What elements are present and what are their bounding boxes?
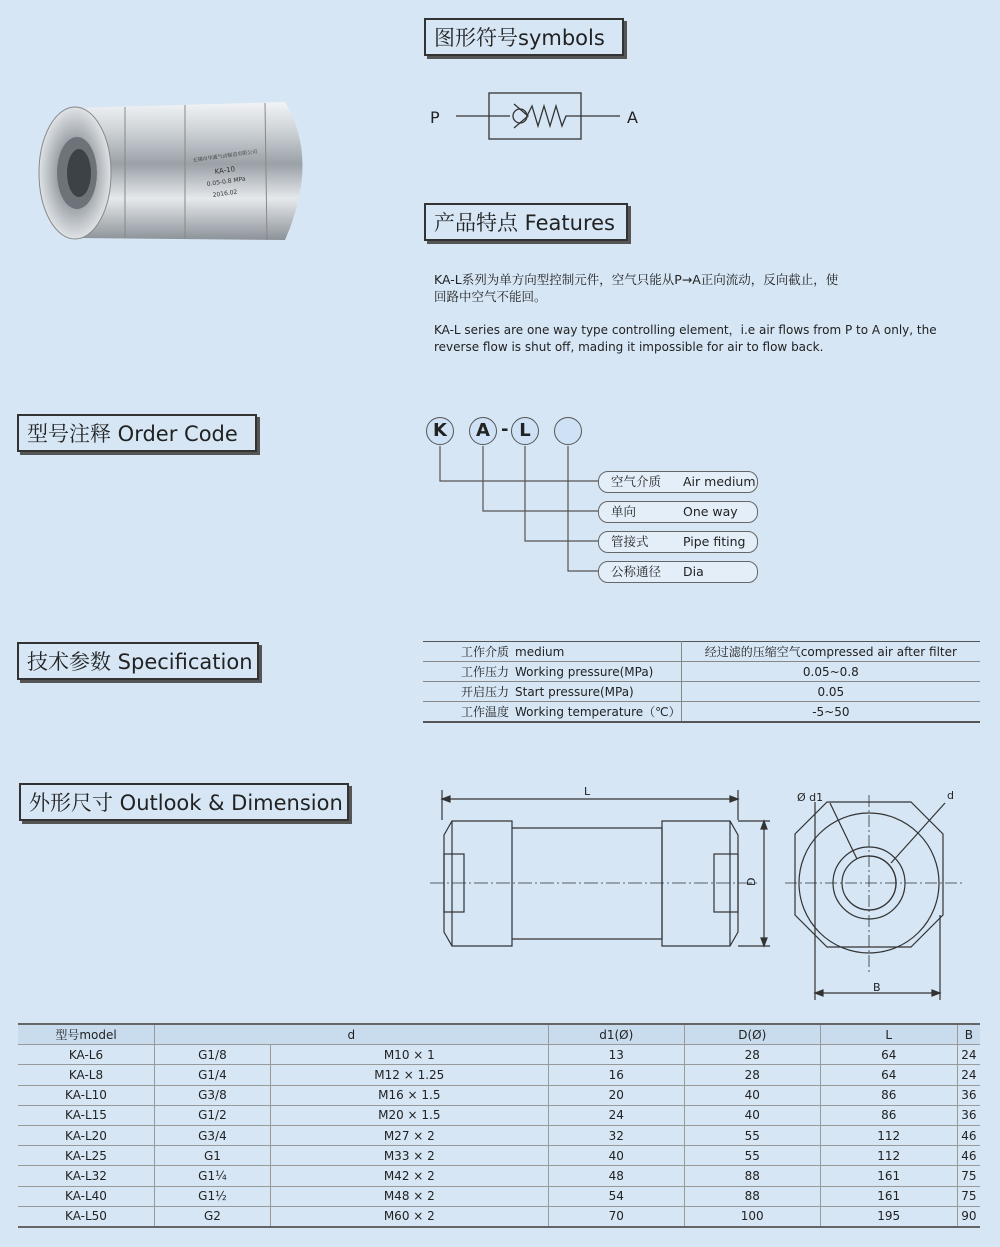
col-header-model: 型号model — [18, 1024, 155, 1045]
cell-d1: 54 — [548, 1186, 684, 1206]
cell-d-m: M60 × 2 — [270, 1206, 548, 1227]
cell-model: KA-L40 — [18, 1186, 155, 1206]
code-item-air-medium — [598, 471, 758, 493]
features-cn-line1: KA-L系列为单方向型控制元件，空气只能从P→A正向流动，反向截止，使 — [434, 272, 839, 287]
code-item-cn: 空气介质 — [611, 474, 662, 489]
dim-label-l: L — [584, 785, 591, 798]
spec-param — [423, 662, 681, 682]
cell-B: 90 — [957, 1206, 980, 1227]
cell-L: 195 — [820, 1206, 957, 1227]
spec-row — [423, 662, 980, 682]
spec-param-cn: 开启压力 — [460, 685, 509, 699]
cell-d-m: M42 × 2 — [270, 1166, 548, 1186]
features-en-line1: KA-L series are one way type controlling element，i.e air flows from P to A only, the — [434, 323, 937, 337]
port-a-label: A — [627, 108, 638, 127]
dim-label-b: B — [873, 981, 881, 994]
spec-row — [423, 702, 980, 723]
spec-row — [423, 682, 980, 702]
code-item-one-way — [598, 501, 758, 523]
code-dash: - — [501, 419, 509, 440]
cell-B: 24 — [957, 1045, 980, 1065]
cell-L: 64 — [820, 1065, 957, 1085]
spec-value: 0.05~0.8 — [681, 662, 980, 682]
cell-B: 46 — [957, 1146, 980, 1166]
section-title-specification: 技术参数 Specification — [17, 642, 259, 680]
order-code-connectors — [0, 0, 1000, 600]
cell-d1: 40 — [548, 1146, 684, 1166]
dimension-table — [18, 1023, 980, 1228]
product-label-pressure: 0.05-0.8 MPa — [206, 175, 247, 188]
dim-label-d-upper: D — [745, 877, 758, 886]
cell-d1: 24 — [548, 1105, 684, 1125]
features-en-line2: reverse flow is shut off, mading it impossible for air to flow back. — [434, 340, 824, 354]
code-item-en: Pipe fiting — [683, 534, 746, 549]
cell-D: 88 — [684, 1166, 820, 1186]
cell-d-g: G1/2 — [155, 1105, 271, 1125]
cell-L: 86 — [820, 1105, 957, 1125]
cell-D: 55 — [684, 1146, 820, 1166]
spec-param-en: Start pressure(MPa) — [515, 685, 634, 699]
cell-D: 55 — [684, 1125, 820, 1145]
cell-d-m: M33 × 2 — [270, 1146, 548, 1166]
cell-d1: 20 — [548, 1085, 684, 1105]
cell-D: 28 — [684, 1045, 820, 1065]
cell-d1: 70 — [548, 1206, 684, 1227]
table-row — [18, 1065, 980, 1085]
spec-param-en: Working temperature（℃） — [515, 705, 681, 719]
section-title-dimension: 外形尺寸 Outlook & Dimension — [19, 783, 349, 821]
code-item-cn: 单向 — [611, 504, 637, 519]
cell-d1: 16 — [548, 1065, 684, 1085]
cell-B: 46 — [957, 1125, 980, 1145]
cell-B: 36 — [957, 1105, 980, 1125]
table-row — [18, 1105, 980, 1125]
col-header-L: L — [820, 1024, 957, 1045]
product-label-model: KA-10 — [214, 165, 236, 176]
code-item-en: Dia — [683, 564, 704, 579]
table-row — [18, 1146, 980, 1166]
code-letter-l: L — [511, 417, 539, 445]
cell-d-g: G1 — [155, 1146, 271, 1166]
spec-value: 经过滤的压缩空气compressed air after filter — [681, 642, 980, 662]
cell-model: KA-L10 — [18, 1085, 155, 1105]
features-cn-line2: 回路中空气不能回。 — [434, 289, 547, 304]
cell-L: 112 — [820, 1146, 957, 1166]
table-row — [18, 1166, 980, 1186]
cell-D: 100 — [684, 1206, 820, 1227]
code-item-dia — [598, 561, 758, 583]
cell-D: 40 — [684, 1085, 820, 1105]
cell-L: 64 — [820, 1045, 957, 1065]
code-letter-k: K — [426, 417, 454, 445]
cell-model: KA-L6 — [18, 1045, 155, 1065]
cell-model: KA-L8 — [18, 1065, 155, 1085]
spec-value: 0.05 — [681, 682, 980, 702]
cell-d-m: M16 × 1.5 — [270, 1085, 548, 1105]
code-item-cn: 管接式 — [611, 534, 649, 549]
table-row — [18, 1085, 980, 1105]
section-title-symbols: 图形符号symbols — [424, 18, 624, 56]
spec-param-cn: 工作温度 — [460, 705, 509, 719]
cell-model: KA-L20 — [18, 1125, 155, 1145]
dim-label-d-lower: d — [947, 789, 954, 802]
cell-d-g: G1¼ — [155, 1166, 271, 1186]
table-row — [18, 1125, 980, 1145]
spec-param — [423, 642, 681, 662]
cell-d-m: M12 × 1.25 — [270, 1065, 548, 1085]
cell-d1: 13 — [548, 1045, 684, 1065]
cell-B: 75 — [957, 1166, 980, 1186]
cell-L: 86 — [820, 1085, 957, 1105]
code-letter-a: A — [469, 417, 497, 445]
cell-d-m: M48 × 2 — [270, 1186, 548, 1206]
cell-d-m: M20 × 1.5 — [270, 1105, 548, 1125]
table-row — [18, 1186, 980, 1206]
cell-d-g: G1½ — [155, 1186, 271, 1206]
col-header-d: d — [155, 1024, 549, 1045]
cell-d-g: G3/4 — [155, 1125, 271, 1145]
col-header-D: D(Ø) — [684, 1024, 820, 1045]
product-label-date: 2016.02 — [212, 188, 238, 199]
code-item-pipe-fiting — [598, 531, 758, 553]
cell-D: 40 — [684, 1105, 820, 1125]
section-title-order-code: 型号注释 Order Code — [17, 414, 257, 452]
cell-model: KA-L25 — [18, 1146, 155, 1166]
cell-d-g: G1/8 — [155, 1045, 271, 1065]
spec-param-cn: 工作压力 — [460, 665, 509, 679]
cell-model: KA-L15 — [18, 1105, 155, 1125]
table-row — [18, 1206, 980, 1227]
side-view-drawing — [420, 780, 780, 960]
cell-model: KA-L50 — [18, 1206, 155, 1227]
cell-D: 28 — [684, 1065, 820, 1085]
spec-value: -5~50 — [681, 702, 980, 723]
cell-d-g: G3/8 — [155, 1085, 271, 1105]
code-item-cn: 公称通径 — [611, 564, 662, 579]
cell-D: 88 — [684, 1186, 820, 1206]
section-title-features: 产品特点 Features — [424, 203, 628, 241]
table-header-row — [18, 1024, 980, 1045]
cell-d1: 48 — [548, 1166, 684, 1186]
cell-d-g: G2 — [155, 1206, 271, 1227]
cell-model: KA-L32 — [18, 1166, 155, 1186]
cell-d-m: M27 × 2 — [270, 1125, 548, 1145]
spec-param-en: Working pressure(MPa) — [515, 665, 654, 679]
cell-B: 75 — [957, 1186, 980, 1206]
cell-B: 36 — [957, 1085, 980, 1105]
cell-L: 161 — [820, 1186, 957, 1206]
col-header-d1: d1(Ø) — [548, 1024, 684, 1045]
end-view-drawing — [785, 785, 985, 1005]
table-row — [18, 1045, 980, 1065]
spec-param — [423, 702, 681, 723]
cell-L: 161 — [820, 1166, 957, 1186]
cell-L: 112 — [820, 1125, 957, 1145]
cell-d-g: G1/4 — [155, 1065, 271, 1085]
product-label-company: 无锡市华通气动制造有限公司 — [192, 148, 258, 164]
cell-B: 24 — [957, 1065, 980, 1085]
code-item-en: Air medium — [683, 474, 756, 489]
cell-d1: 32 — [548, 1125, 684, 1145]
spec-param-cn: 工作介质 — [460, 645, 509, 659]
spec-table — [423, 641, 980, 723]
spec-param-en: medium — [515, 645, 565, 659]
code-item-en: One way — [683, 504, 738, 519]
dim-label-d1: Ø d1 — [797, 791, 824, 804]
spec-row — [423, 642, 980, 662]
spec-param — [423, 682, 681, 702]
port-p-label: P — [430, 108, 440, 127]
cell-d-m: M10 × 1 — [270, 1045, 548, 1065]
col-header-B: B — [957, 1024, 980, 1045]
